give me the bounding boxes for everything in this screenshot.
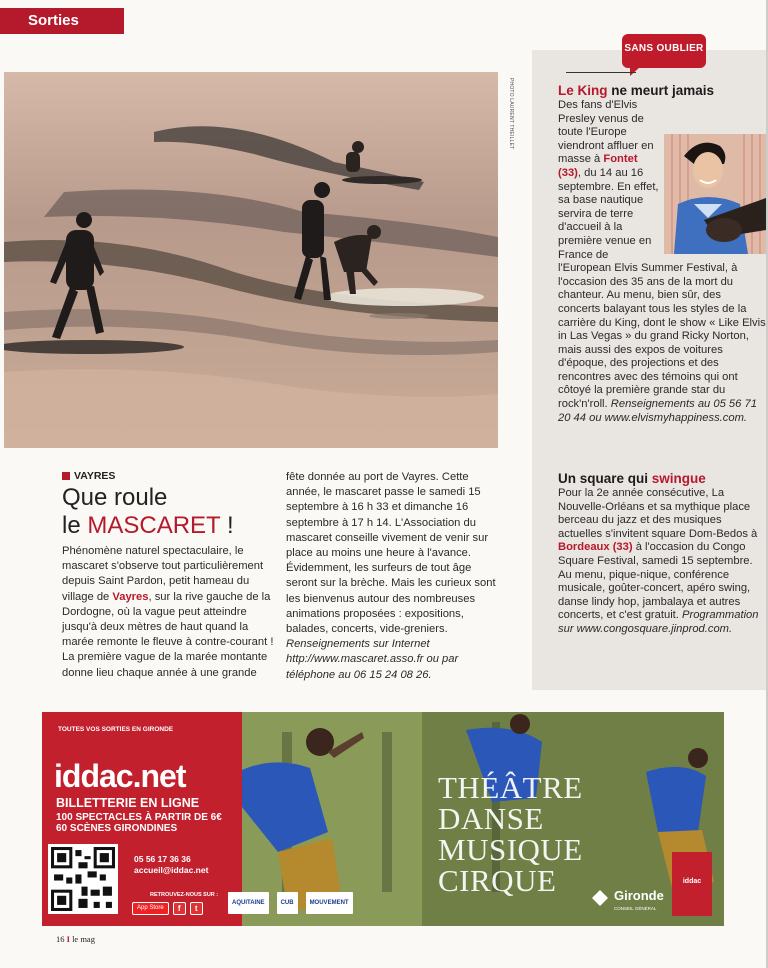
- title-rest: Un square qui: [558, 471, 652, 486]
- app-store-badge[interactable]: App Store: [132, 902, 169, 915]
- gironde-icon: [590, 888, 610, 908]
- section-label: Sorties: [28, 12, 79, 29]
- logo-cub: CUB: [277, 892, 298, 914]
- headline-line-1: Que roule: [62, 484, 168, 511]
- body-column-1: [62, 544, 274, 681]
- folio: [56, 934, 95, 944]
- kicker-label: VAYRES: [74, 470, 116, 482]
- body-text: , sur la rive gauche de la Dordogne, où la vague peut atteindre jusqu'à deux mètres de haut quand la marée remonte le fleuve à contre-courant ! La première vague de la marée montante donne lieu chaque année à une grande: [62, 590, 274, 679]
- section-tab: [0, 8, 124, 34]
- article-text: Des fans d'Elvis Presley venus de toute l'Europe viendront affluer en masse à: [558, 99, 654, 166]
- title-accent: Le King: [558, 83, 608, 98]
- iddac-advertisement[interactable]: [42, 712, 724, 926]
- ad-genre: CIRQUE: [438, 863, 557, 898]
- ad-billetterie: BILLETTERIE EN LIGNE: [56, 796, 200, 810]
- partner-logos: [228, 892, 353, 914]
- sidebar-article-congo: [558, 470, 764, 637]
- article-info: Programmation sur www.congosquare.jinprod.com.: [558, 609, 759, 635]
- place-bordeaux: Bordeaux (33): [558, 541, 633, 554]
- kicker-square: [62, 472, 70, 480]
- ad-price-line: 60 SCÈNES GIRONDINES: [56, 823, 178, 834]
- body-text: fête donnée au port de Vayres. Cette année, le mascaret passe le samedi 15 septembre à 16 h 33 et dimanche 16 septembre à 17 h 14. L'Association du mascaret conseille vivement de venir sur place au moins une heure à l'avance. Évidemment, les surfeurs de tout âge seront sur la brèche. Mais les curieux sont les bienvenus autour des nombreuses animations proposées : expositions, balades, concerts, vide-greniers.: [286, 471, 496, 636]
- ad-price-line: 100 SPECTACLES À PARTIR DE 6€: [56, 812, 222, 823]
- article-text: , du 14 au 16 septembre. En effet, sa base nautique servira de terre d'accueil à la première venue en France de l'European Elvis Summer Festival, à l'occasion des 35 ans de la mort du chanteur. Au menu, bien sûr, des concerts balayant tous les styles de la carrière du King, dont le show « Like Elvis in Las Vegas » du grand Ricky Norton, mais aussi des expos de voitures d'époque, des projections et des rencontres avec des témoins qui ont côtoyé la première grande star du rock'n'roll.: [558, 166, 766, 411]
- headline-line-2: [62, 512, 282, 540]
- badge-rule: [566, 72, 636, 73]
- qr-pattern: [51, 847, 115, 911]
- elvis-photo: [664, 134, 766, 254]
- mag-name: le mag: [72, 934, 95, 944]
- ad-genre: DANSE: [438, 801, 544, 836]
- gironde-sub: CONSEIL GÉNÉRAL: [614, 906, 657, 911]
- ad-phone: 05 56 17 36 36: [134, 854, 191, 864]
- facebook-icon[interactable]: f: [173, 902, 186, 915]
- ad-genre: THÉÂTRE: [438, 770, 583, 805]
- article-title: [558, 82, 766, 99]
- article-title: [558, 470, 764, 487]
- gironde-logo: Gironde: [614, 888, 664, 903]
- place-vayres: Vayres: [112, 590, 149, 603]
- headline: [62, 484, 282, 540]
- logo-mouvement: MOUVEMENT: [306, 892, 353, 914]
- folio-separator: I: [66, 934, 70, 944]
- headline-part: !: [220, 512, 234, 539]
- ad-social: [132, 902, 203, 915]
- body-text: Phénomène naturel spectaculaire, le mascaret s'observe tout particulièrement depuis Saint Pardon, petit hameau du village de: [62, 545, 264, 603]
- kicker: [62, 470, 115, 482]
- article-text: à l'occasion du Congo Square Festival, samedi 15 septembre. Au menu, pique-nique, conférence musicale, goûter-concert, apéro swing, danse lindy hop, jambalaya et autres concerts, et c'est gratuit.: [558, 541, 753, 622]
- ad-tagline: TOUTES VOS SORTIES EN GIRONDE: [58, 726, 174, 733]
- headline-mascaret: MASCARET: [87, 512, 221, 539]
- photo-credit: PHOTO LAURENT THEILLET: [508, 78, 514, 150]
- page-number: 16: [56, 934, 65, 944]
- article-text: Pour la 2e année consécutive, La Nouvelle-Orléans et sa mythique place berceau du jazz et des musiques actuelles s'invitent square Dom-Bedos à: [558, 487, 758, 540]
- ad-contact: [134, 854, 208, 876]
- ad-prices: [56, 812, 256, 834]
- ad-genres: [438, 772, 583, 896]
- logo-aquitaine: AQUITAINE: [228, 892, 269, 914]
- headline-part: le: [62, 512, 88, 539]
- body-column-2: [286, 470, 496, 683]
- sans-oublier-badge: SANS OUBLIER: [622, 34, 706, 68]
- iddac-mark: iddac: [672, 852, 712, 916]
- title-rest: ne meurt jamais: [607, 83, 715, 98]
- surf-photo: [4, 72, 498, 448]
- title-accent: swingue: [651, 471, 706, 486]
- ad-genre: MUSIQUE: [438, 832, 583, 867]
- body-info: Renseignements sur Internet http://www.mascaret.asso.fr ou par téléphone au 06 15 24 08 26.: [286, 638, 459, 681]
- ad-follow-label: RETROUVEZ-NOUS SUR :: [150, 892, 219, 898]
- article-info: Renseignements au 05 56 71 20 44 ou www.elvismyhappiness.com.: [558, 398, 757, 424]
- ad-brand[interactable]: iddac.net: [54, 758, 186, 794]
- twitter-icon[interactable]: t: [190, 902, 203, 915]
- ad-email[interactable]: accueil@iddac.net: [134, 865, 209, 875]
- place-fontet: Fontet (33): [558, 153, 638, 179]
- qr-code[interactable]: [48, 844, 118, 914]
